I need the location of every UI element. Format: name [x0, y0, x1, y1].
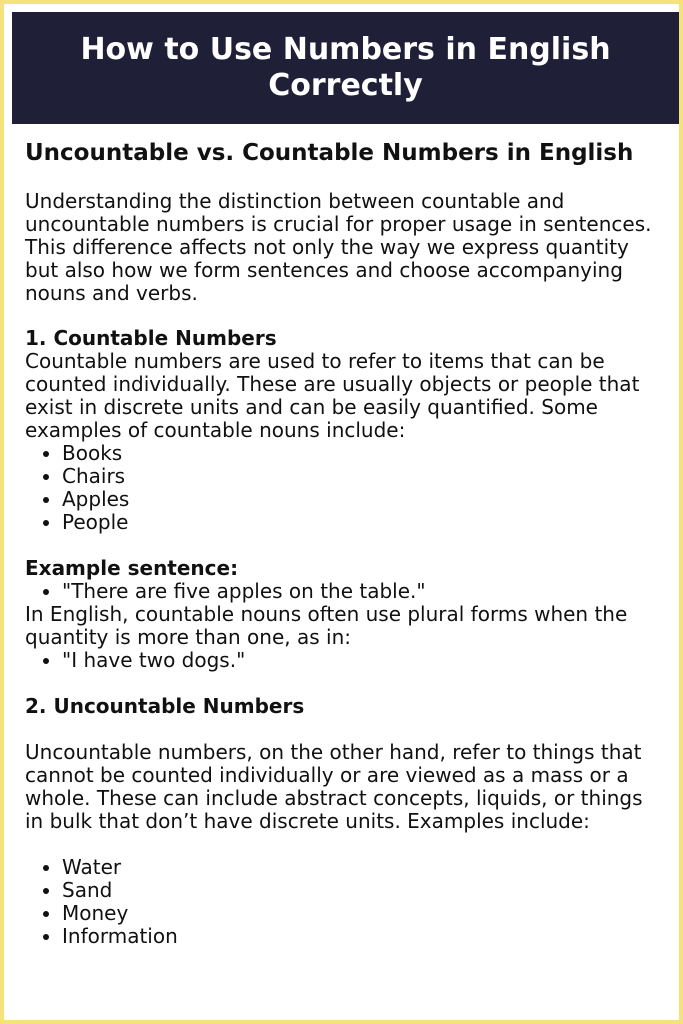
plural-example-list: [25, 649, 665, 672]
example-sentence-list: [25, 580, 665, 603]
article-subtitle: Uncountable vs. Countable Numbers in English: [25, 140, 634, 166]
article-body: [25, 138, 665, 948]
list-item: • Books: [62, 442, 665, 465]
countable-examples-list: [25, 442, 665, 534]
page-title: How to Use Numbers in English Correctly: [80, 32, 611, 103]
list-item: • Apples: [62, 488, 665, 511]
uncountable-heading: 2. Uncountable Numbers: [25, 694, 305, 718]
list-item: • People: [62, 511, 665, 534]
list-item: • Money: [62, 902, 665, 925]
title-banner: [12, 12, 679, 124]
example-sentence-heading: Example sentence:: [25, 556, 239, 580]
intro-paragraph: Understanding the distinction between countable and uncountable numbers is crucial for proper usage in sentences. This difference affects not only the way we express quantity but also how we form sentences and choose accompanying nouns and verbs.: [25, 189, 652, 305]
plural-note: In English, countable nouns often use plural forms when the quantity is more than one, as in:: [25, 602, 628, 649]
list-item: • Information: [62, 925, 665, 948]
uncountable-examples-list: [25, 856, 665, 948]
list-item: • Sand: [62, 879, 665, 902]
countable-heading: 1. Countable Numbers: [25, 326, 277, 350]
list-item: • "There are five apples on the table.": [62, 580, 665, 603]
list-item: • "I have two dogs.": [62, 649, 665, 672]
uncountable-paragraph: Uncountable numbers, on the other hand, refer to things that cannot be counted individually or are viewed as a mass or a whole. These can include abstract concepts, liquids, or things in bulk that don’t have discrete units. Examples include:: [25, 740, 643, 833]
countable-paragraph: Countable numbers are used to refer to items that can be counted individually. These are usually objects or people that exist in discrete units and can be easily quantified. Some examples of countable nouns include:: [25, 349, 640, 442]
list-item: • Chairs: [62, 465, 665, 488]
list-item: • Water: [62, 856, 665, 879]
